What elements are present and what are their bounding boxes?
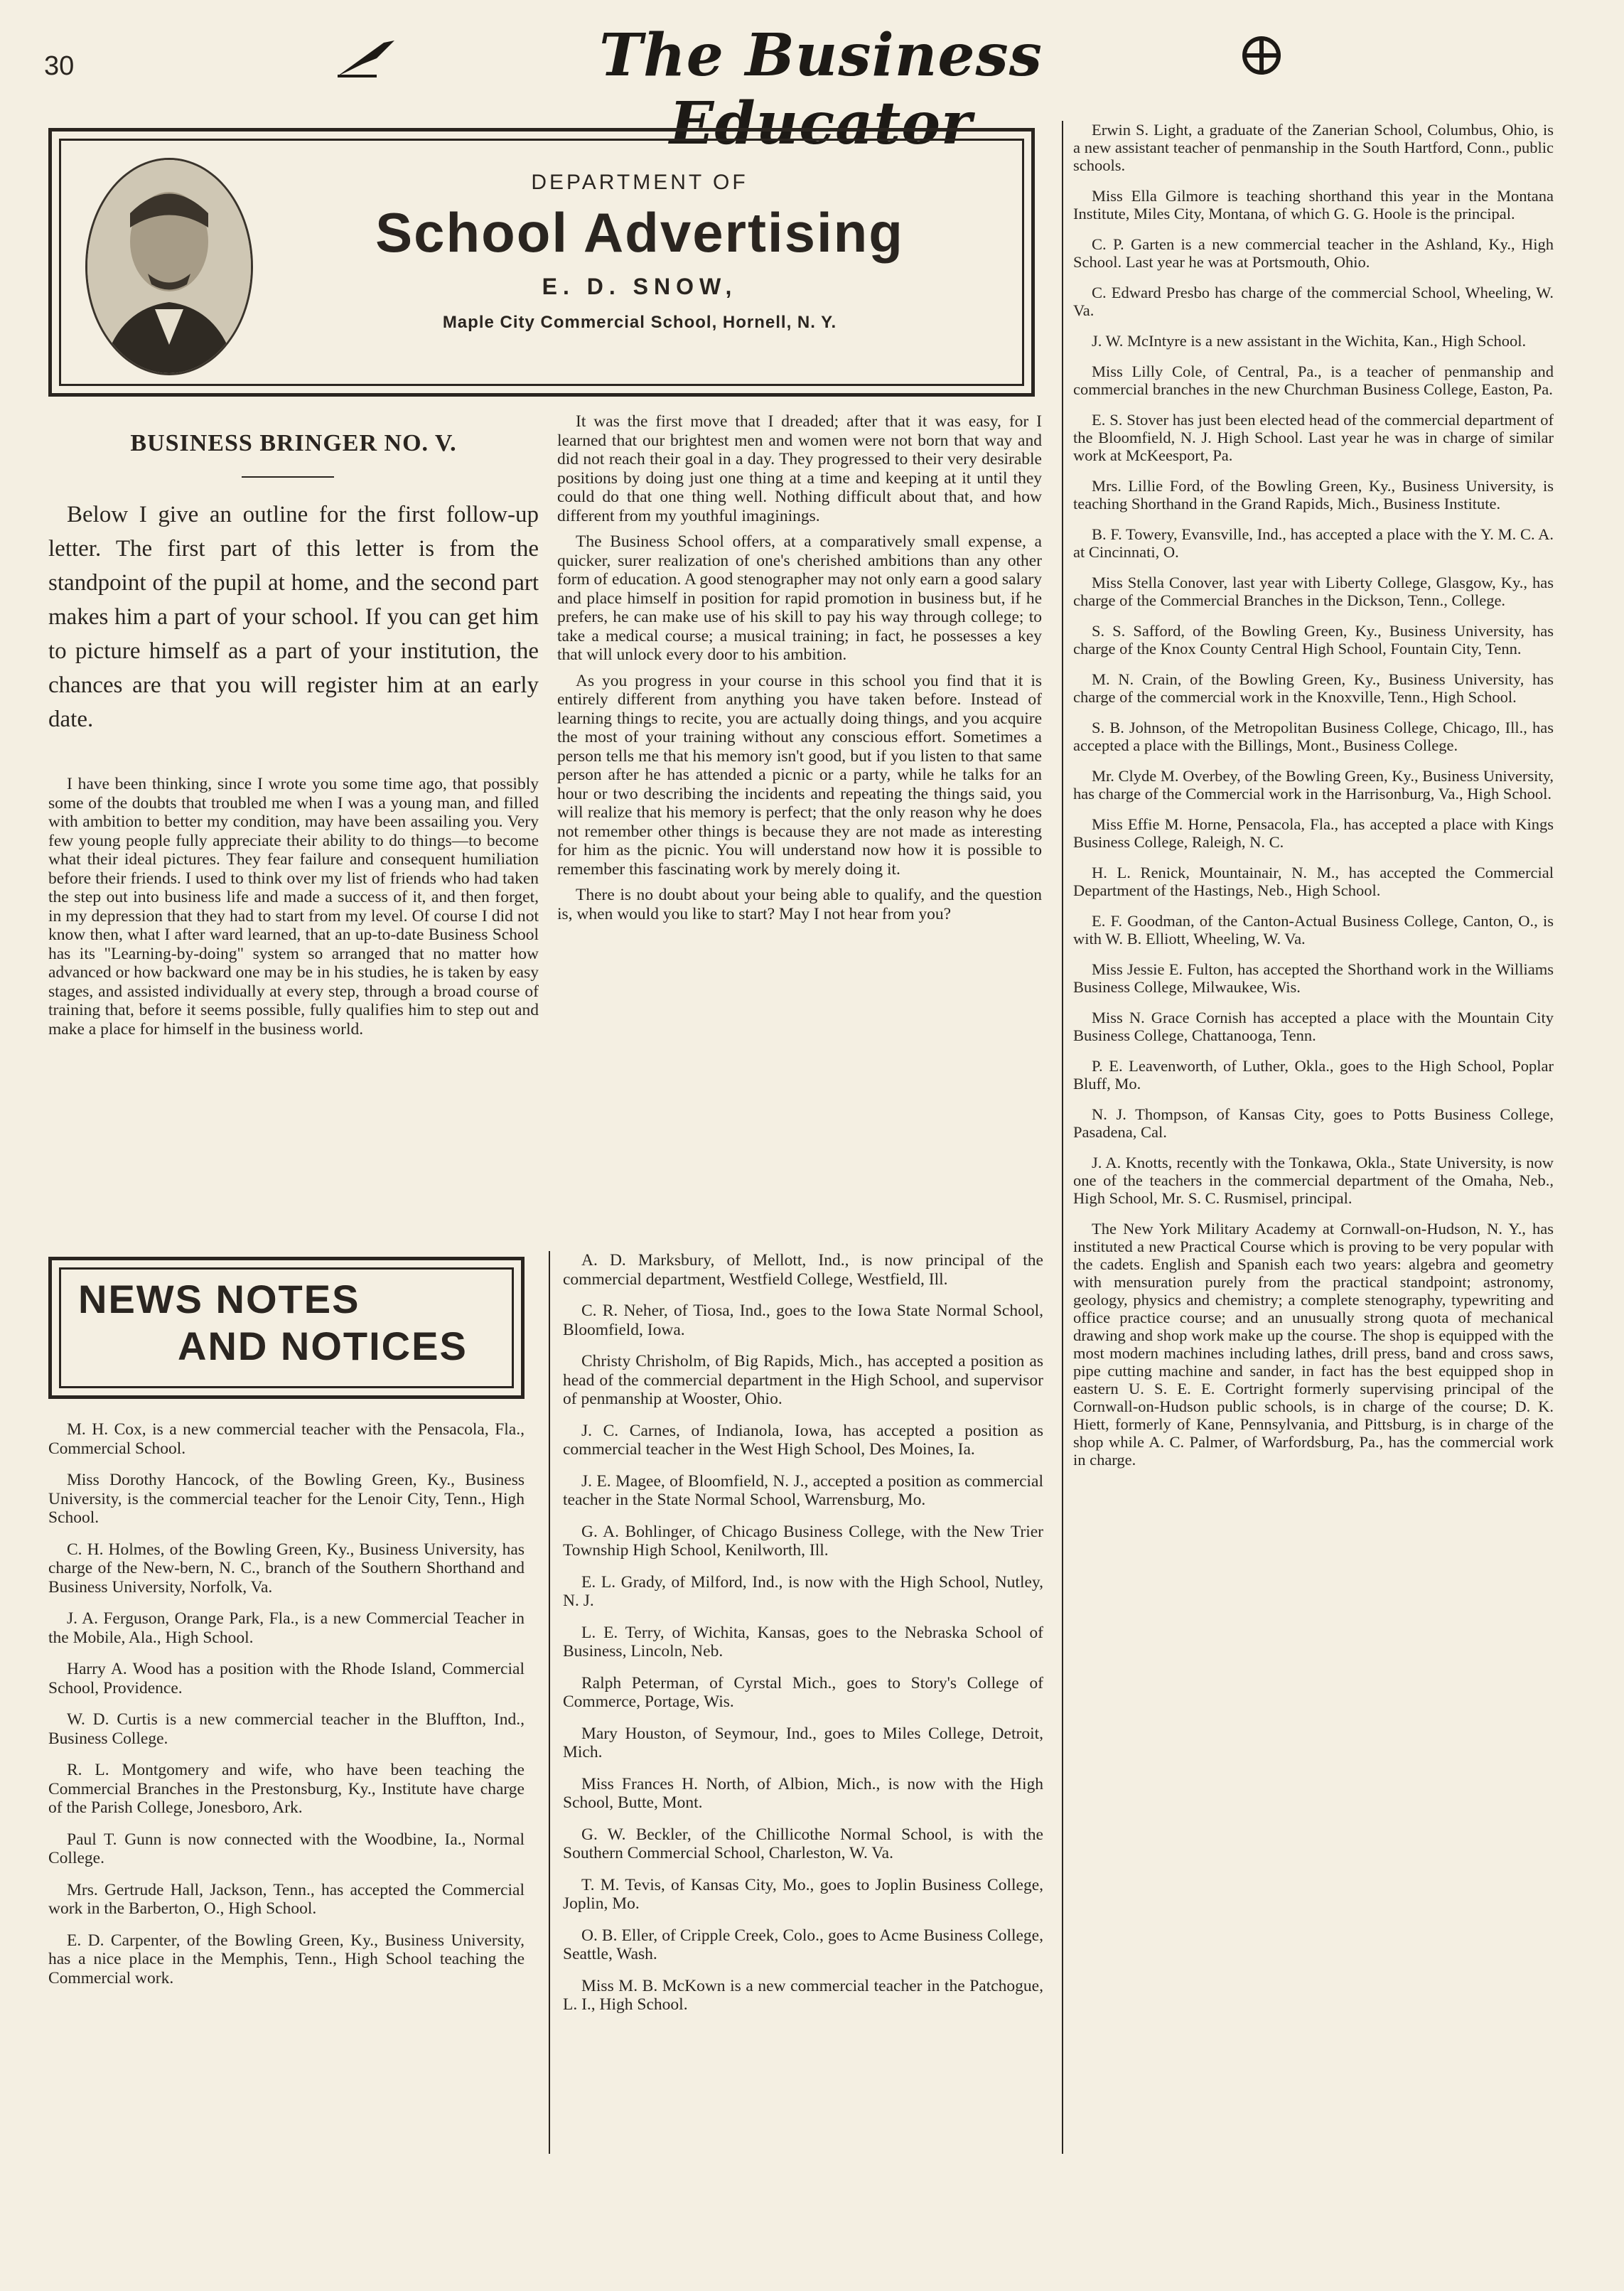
news-item: G. W. Beckler, of the Chillicothe Normal School, is with the Southern Commercial School, Charleston, W. Va. (563, 1825, 1043, 1862)
department-school: Maple City Commercial School, Hornell, N. Y. (442, 313, 837, 332)
news-item: Miss Lilly Cole, of Central, Pa., is a teacher of penmanship and commercial branches in the new Churchman Business College, Easton, Pa. (1073, 363, 1554, 398)
news-item: O. B. Eller, of Cripple Creek, Colo., goes to Acme Business College, Seattle, Wash. (563, 1926, 1043, 1963)
emblem-icon (1240, 34, 1283, 77)
news-item: E. D. Carpenter, of the Bowling Green, Ky., Business University, has a nice place in the Memphis, Tenn., High School teaching the Commercial work. (48, 1931, 525, 1987)
author-portrait (85, 158, 253, 375)
department-author: E. D. SNOW, (542, 274, 738, 299)
article-column-1 (48, 775, 539, 1046)
page-number: 30 (44, 51, 75, 81)
news-item: Miss Frances H. North, of Albion, Mich., is now with the High School, Butte, Mont. (563, 1774, 1043, 1812)
news-item: E. S. Stover has just been elected head of the commercial department of the Bloomfield, N. J. High School. Last year he was in charge of similar work at McKeesport, Pa. (1073, 411, 1554, 464)
news-column-3 (1073, 121, 1554, 1481)
column-divider (549, 1251, 550, 2154)
news-item: C. P. Garten is a new commercial teacher in the Ashland, Ky., High School. Last year he was at Portsmouth, Ohio. (1073, 235, 1554, 271)
department-title: School Advertising (375, 201, 904, 264)
news-item: Erwin S. Light, a graduate of the Zanerian School, Columbus, Ohio, is a new assistant teacher of penmanship in the South Hartford, Conn., public schools. (1073, 121, 1554, 174)
news-item: M. N. Crain, of the Bowling Green, Ky., Business University, has charge of the commercial work in the Knoxville, Tenn., High School. (1073, 670, 1554, 706)
news-notes-title (78, 1276, 505, 1370)
article-paragraph: I have been thinking, since I wrote you some time ago, that possibly some of the doubts that troubled me when I was a young man, and filled with ambition to better my condition, may have been assailing you. Very few young people fully appreciate their ability to do things—to become what their ideal pictures. They fear failure and consequent humiliation before their friends. I used to think over my list of friends who had taken the step out into business life and made a success of it, and then forget, in my depression that they had to start from my level. Of course I did not know then, what I after ward learned, that an up-to-date Business School has its "Learning-by-doing" system so arranged that no matter how advanced or how backward one may be in his studies, he is taken by easy stages, and assisted individually at every step, through a broad course of training that, before it seems possible, fully qualifies him to step out and make a place for himself in the business world. (48, 775, 539, 1039)
news-item: S. B. Johnson, of the Metropolitan Business College, Chicago, Ill., has accepted a place with the Billings, Mont., Business College. (1073, 719, 1554, 754)
news-item: B. F. Towery, Evansville, Ind., has accepted a place with the Y. M. C. A. at Cincinnati, O. (1073, 525, 1554, 561)
news-item: Mrs. Gertrude Hall, Jackson, Tenn., has accepted the Commercial work in the Barberton, O., High School. (48, 1880, 525, 1918)
article-paragraph: There is no doubt about your being able to qualify, and the question is, when would you like to start? May I not hear from you? (557, 886, 1042, 923)
news-column-1 (48, 1420, 525, 2000)
news-item: J. A. Knotts, recently with the Tonkawa, Okla., State University, is now one of the teachers in the commercial department of the Omaha, Neb., High School, Mr. S. C. Rusmisel, principal. (1073, 1154, 1554, 1207)
news-item: Miss Stella Conover, last year with Liberty College, Glasgow, Ky., has charge of the Commercial Branches in the Dickson, Tenn., College. (1073, 574, 1554, 609)
news-item: The New York Military Academy at Cornwall-on-Hudson, N. Y., has instituted a new Practical Course which is proving to be very popular with the cadets. English and Spanish each two years: algebra and geometry with mensuration purely from the practical standpoint; astronomy, geology, physics and chemistry; a complete stenography, typewriting and office practice course; and an unusually strong quota of mechanical drawing and shop work make up the course. The shop is equipped with the most modern machines including lathes, drill press, band and cross saws, pipe cutting machine and sander, in fact has the best equipped shop in eastern U. S. E. E. Cortright formerly supervising principal of the Cornwall-on-Hudson public schools, is in charge of the course; D. K. Hiett, formerly of Kane, Pennsylvania, and Pittsburg, is in charge of the shop while A. C. Palmer, of Warfordsburg, Pa., has the commercial work in charge. (1073, 1220, 1554, 1469)
news-item: L. E. Terry, of Wichita, Kansas, goes to the Nebraska School of Business, Lincoln, Neb. (563, 1623, 1043, 1660)
news-item: C. R. Neher, of Tiosa, Ind., goes to the Iowa State Normal School, Bloomfield, Iowa. (563, 1302, 1043, 1339)
news-item: C. H. Holmes, of the Bowling Green, Ky., Business University, has charge of the New-bern, N. C., branch of the Southern Shorthand and Business University, Norfolk, Va. (48, 1540, 525, 1597)
column-divider (1062, 121, 1063, 2154)
news-item: Mrs. Lillie Ford, of the Bowling Green, Ky., Business University, is teaching Shorthand in the Grand Rapids, Mich., Business Institute. (1073, 477, 1554, 513)
department-label: DEPARTMENT OF (531, 171, 748, 194)
article-heading: BUSINESS BRINGER NO. V. (130, 430, 457, 456)
news-item: Miss N. Grace Cornish has accepted a place with the Mountain City Business College, Chattanooga, Tenn. (1073, 1009, 1554, 1044)
news-title-line2: AND NOTICES (178, 1324, 468, 1368)
article-lead (48, 498, 539, 736)
news-item: Miss Effie M. Horne, Pensacola, Fla., has accepted a place with Kings Business College, Raleigh, N. C. (1073, 815, 1554, 851)
heading-rule (242, 476, 334, 478)
news-title-line1: NEWS NOTES (78, 1277, 360, 1321)
news-item: Miss Dorothy Hancock, of the Bowling Green, Ky., Business University, is the commercial teacher for the Lenoir City, Tenn., High School. (48, 1471, 525, 1527)
news-item: A. D. Marksbury, of Mellott, Ind., is now principal of the commercial department, Westfield College, Westfield, Ill. (563, 1251, 1043, 1289)
news-item: Ralph Peterman, of Cyrstal Mich., goes to Story's College of Commerce, Portage, Wis. (563, 1673, 1043, 1711)
article-paragraph: As you progress in your course in this school you find that it is entirely different from anything you have taken before. Instead of learning things to recite, you are actually doing things, and you acquire the most of your training without any conscious effort. Sometimes a person tells me that his memory isn't good, but if you listen to that same person after he has attended a picnic or a party, while he talks for an hour or two describing the incidents and repeating the things said, you will realize that his memory is perfect; that the only reason why he does not remember other things is because they are not made as interesting for him as the picnic. You will understand now how it is possible to remember this fascinating work by merely doing it. (557, 671, 1042, 879)
news-item: Mary Houston, of Seymour, Ind., goes to Miles College, Detroit, Mich. (563, 1724, 1043, 1761)
masthead-title: The Business Educator (599, 21, 1043, 158)
news-item: Paul T. Gunn is now connected with the Woodbine, Ia., Normal College. (48, 1830, 525, 1867)
news-item: S. S. Safford, of the Bowling Green, Ky., Business University, has charge of the Knox County Central High School, Fountain City, Tenn. (1073, 622, 1554, 658)
quill-pen-icon (334, 37, 398, 80)
department-header (284, 171, 995, 333)
news-item: Miss Jessie E. Fulton, has accepted the Shorthand work in the Williams Business College, Milwaukee, Wis. (1073, 960, 1554, 996)
news-item: H. L. Renick, Mountainair, N. M., has accepted the Commercial Department of the Hastings, Neb., High School. (1073, 864, 1554, 899)
news-item: Harry A. Wood has a position with the Rhode Island, Commercial School, Providence. (48, 1660, 525, 1697)
news-item: J. W. McIntyre is a new assistant in the Wichita, Kan., High School. (1092, 332, 1527, 350)
news-item: R. L. Montgomery and wife, who have been teaching the Commercial Branches in the Prestonsburg, Ky., Institute have charge of the Parish College, Jonesboro, Ark. (48, 1761, 525, 1817)
news-item: E. F. Goodman, of the Canton-Actual Business College, Canton, O., is with W. B. Elliott, Wheeling, W. Va. (1073, 912, 1554, 948)
article-paragraph: The Business School offers, at a comparatively small expense, a quicker, surer realization of one's cherished ambitions than any other form of education. A good stenographer may not only earn a good salary and place himself in position for rapid promotion in business but, if he prefers, he can make use of his skill to pay his way through college; to take a medical course; a musical training; in fact, he possesses a key that will unlock every door to his ambition. (557, 532, 1042, 664)
news-item: G. A. Bohlinger, of Chicago Business College, with the New Trier Township High School, Kenilworth, Ill. (563, 1522, 1043, 1560)
news-item: Mr. Clyde M. Overbey, of the Bowling Green, Ky., Business University, has charge of the Commercial work in the Harrisonburg, Va., High School. (1073, 767, 1554, 803)
news-item: P. E. Leavenworth, of Luther, Okla., goes to the High School, Poplar Bluff, Mo. (1073, 1057, 1554, 1093)
news-column-2 (563, 1251, 1043, 2027)
news-item: Miss M. B. McKown is a new commercial teacher in the Patchogue, L. I., High School. (563, 1976, 1043, 2014)
news-item: J. E. Magee, of Bloomfield, N. J., accepted a position as commercial teacher in the State Normal School, Warrensburg, Mo. (563, 1471, 1043, 1509)
news-item: N. J. Thompson, of Kansas City, goes to Potts Business College, Pasadena, Cal. (1073, 1105, 1554, 1141)
news-item: T. M. Tevis, of Kansas City, Mo., goes to Joplin Business College, Joplin, Mo. (563, 1875, 1043, 1913)
news-item: Miss Ella Gilmore is teaching shorthand this year in the Montana Institute, Miles City, Montana, of which G. G. Hoole is the principal. (1073, 187, 1554, 222)
article-paragraph: It was the first move that I dreaded; after that it was easy, for I learned that our brightest men and women were not born that way and did not reach their goal in a day. They progressed to their very desirable positions by doing just one thing at a time and keeping at it until they could do that one thing well. Nothing difficult about that, and how different from my youthful imaginings. (557, 412, 1042, 525)
article-column-2 (557, 412, 1042, 930)
news-item: E. L. Grady, of Milford, Ind., is now with the High School, Nutley, N. J. (563, 1572, 1043, 1610)
news-item: J. C. Carnes, of Indianola, Iowa, has accepted a position as commercial teacher in the West High School, Des Moines, Ia. (563, 1421, 1043, 1459)
news-item: J. A. Ferguson, Orange Park, Fla., is a new Commercial Teacher in the Mobile, Ala., High School. (48, 1609, 525, 1647)
lead-paragraph: Below I give an outline for the first follow-up letter. The first part of this letter is from the standpoint of the pupil at home, and the second part makes him a part of your school. If you can get him to picture himself as a part of your institution, the chances are that you will register him at an early date. (48, 502, 539, 732)
news-item: C. Edward Presbo has charge of the commercial School, Wheeling, W. Va. (1073, 284, 1554, 319)
news-item: Christy Chrisholm, of Big Rapids, Mich., has accepted a position as head of the commercial department in the High School, and supervisor of penmanship at Wooster, Ohio. (563, 1352, 1043, 1408)
news-item: W. D. Curtis is a new commercial teacher in the Bluffton, Ind., Business College. (48, 1710, 525, 1748)
news-item: M. H. Cox, is a new commercial teacher with the Pensacola, Fla., Commercial School. (48, 1420, 525, 1458)
